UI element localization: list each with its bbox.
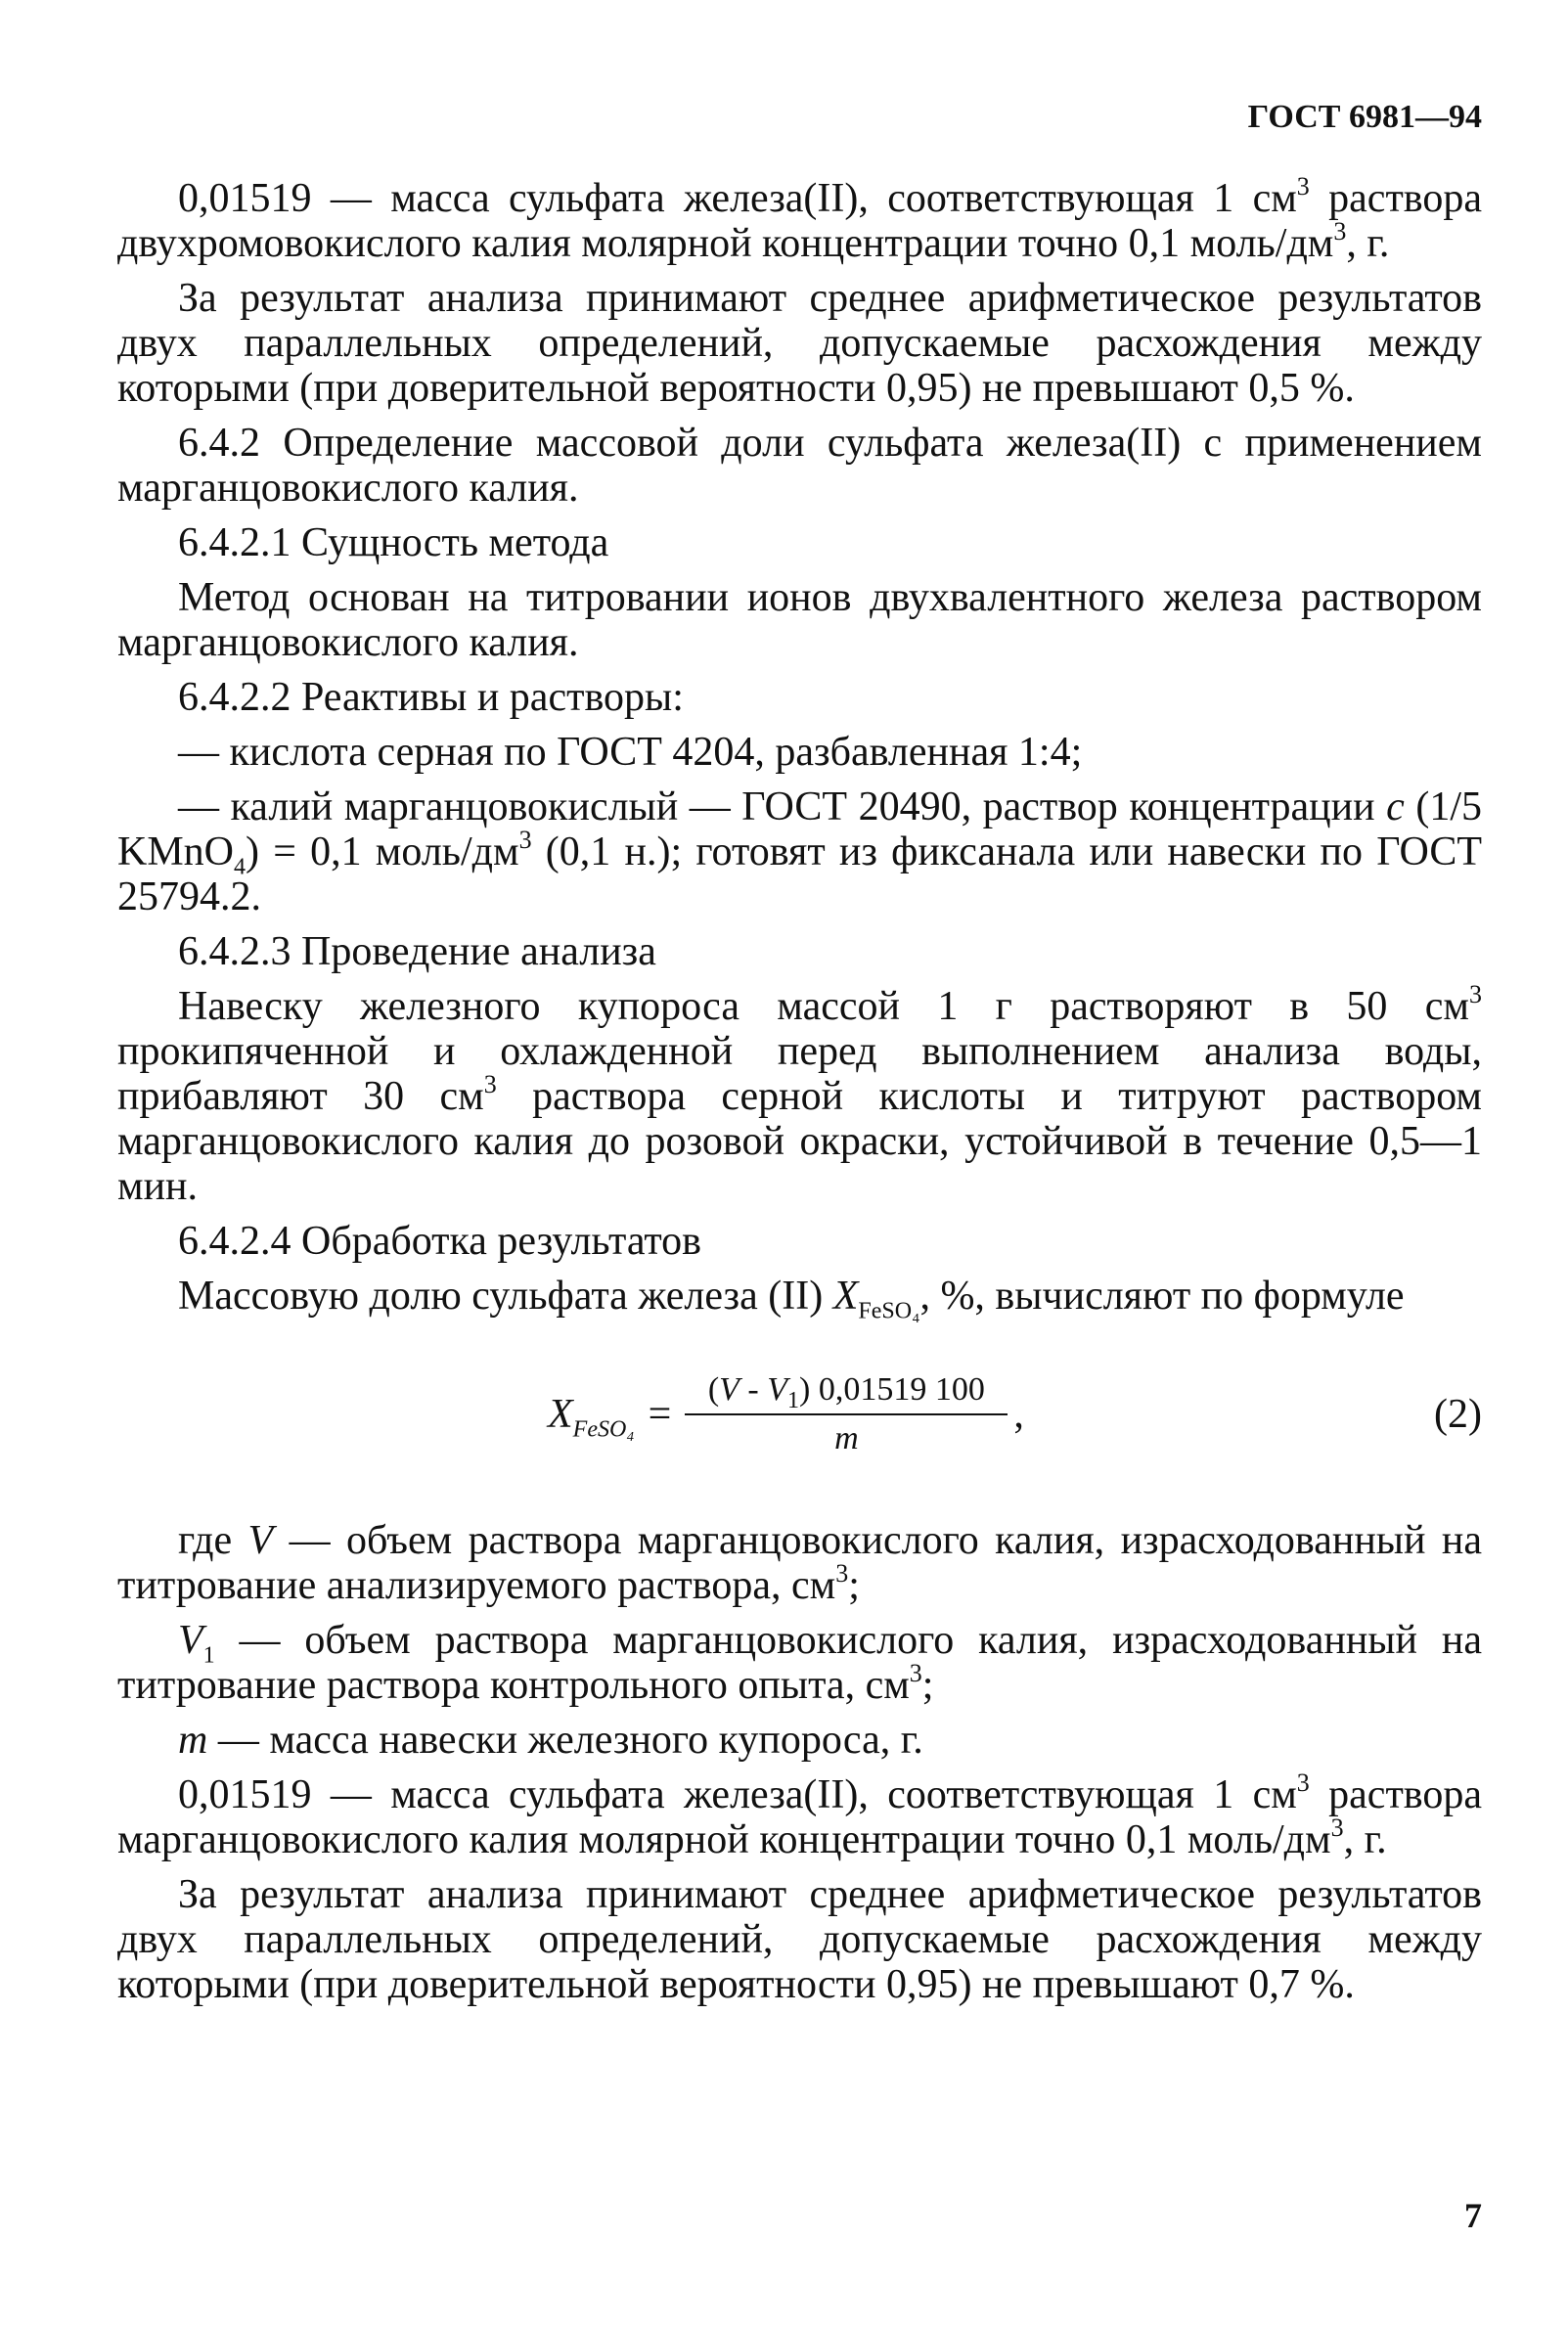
section-heading-6-4-2: 6.4.2 Определение массовой доли сульфата железа(II) с применением марганцовокислого калия. (117, 421, 1482, 511)
section-heading-6-4-2-2: 6.4.2.2 Реактивы и растворы: (178, 675, 684, 720)
formula-fraction (685, 1370, 1008, 1458)
paragraph-result-tolerance-1: За результат анализа принимают среднее арифметическое результатов двух параллельных определений, допускаемые расхождения между которыми (при доверительной вероятности 0,95) не превышают 0,5 %. (117, 276, 1482, 411)
paragraph-mass-constant-dichromate: 0,01519 — масса сульфата железа(II), соответствующая 1 $см^3$ раствора двухромовокислого калия молярной концентрации точно 0,1 моль/$дм^3$, г. (117, 172, 1482, 266)
formula-2 (117, 1365, 1482, 1463)
paragraph-result-tolerance-2: За результат анализа принимают среднее арифметическое результатов двух параллельных определений, допускаемые расхождения между которыми (при доверительной вероятности 0,95) не превышают 0,7 %. (117, 1872, 1482, 2007)
paragraph-method-essence: Метод основан на титровании ионов двухвалентного железа раствором марганцовокислого калия. (117, 575, 1482, 665)
definition-m: m — масса навески железного купороса, г. (178, 1718, 923, 1763)
formula-denominator: m (834, 1420, 859, 1456)
document-page (117, 98, 1482, 2269)
formula-expression: $X_{FeSO_4}$ = $\frac{(V - V_1) 0,01519 100}{m}$ , (548, 1371, 1024, 1456)
formula-equals: = (648, 1392, 672, 1437)
formula-numerator: $(V - V_1)$ 0,01519 100 (707, 1371, 985, 1413)
section-heading-6-4-2-4: 6.4.2.4 Обработка результатов (178, 1219, 702, 1264)
formula-lhs: $X_{FeSO_4}$ (548, 1392, 635, 1443)
definition-mass-constant-permanganate: 0,01519 — масса сульфата железа(II), соответствующая 1 $см^3$ раствора марганцовокислого калия молярной концентрации точно 0,1 моль/$дм^3$, г. (117, 1768, 1482, 1862)
reagent-item-sulfuric-acid: — кислота серная по ГОСТ 4204, разбавленная 1:4; (178, 730, 1083, 775)
section-heading-6-4-2-1: 6.4.2.1 Сущность метода (178, 520, 609, 565)
page-number: 7 (1464, 2196, 1482, 2235)
definition-v: где V — объем раствора марганцовокислого калия, израсходованный на титрование анализируемого раствора, $см^3$; (117, 1518, 1482, 1608)
document-header: ГОСТ 6981—94 (1247, 99, 1482, 135)
paragraph-formula-intro: Массовую долю сульфата железа (II) $X_{FeSO_4}$, %, вычисляют по формуле (178, 1274, 1405, 1324)
definition-v1: $V_1$ — объем раствора марганцовокислого калия, израсходованный на титрование раствора контрольного опыта, $см^3$; (117, 1618, 1482, 1708)
section-heading-6-4-2-3: 6.4.2.3 Проведение анализа (178, 929, 656, 974)
paragraph-analysis-procedure: Навеску железного купороса массой 1 г растворяют в 50 $см^3$ прокипяченной и охлажденной перед выполнением анализа воды, прибавляют 30 $см^3$ раствора серной кислоты и титруют раствором марганцовокислого калия до розовой окраски, устойчивой в течение 0,5—1 мин. (117, 980, 1482, 1209)
reagent-item-permanganate: — калий марганцовокислый — ГОСТ 20490, раствор концентрации c (1/5 KMnO$_4$) = 0,1 моль/$дм^3$ (0,1 н.); готовят из фиксанала или навески по ГОСТ 25794.2. (117, 784, 1483, 919)
formula-number: (2) (1434, 1392, 1482, 1437)
